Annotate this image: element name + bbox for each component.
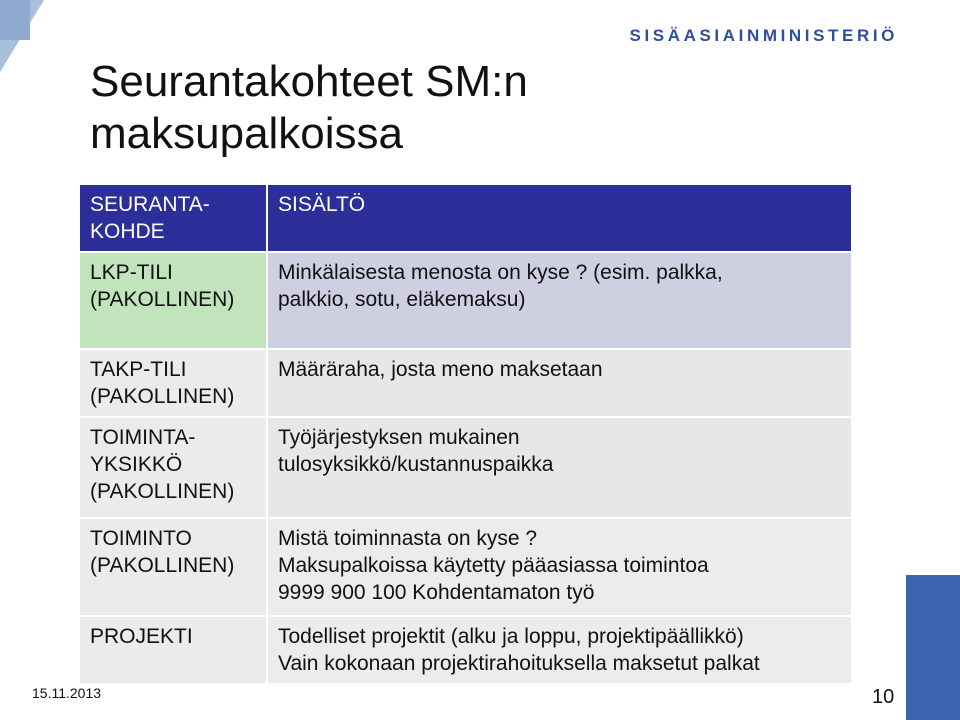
table-cell-content bbox=[268, 350, 851, 416]
table-cell-content bbox=[268, 418, 851, 517]
slide-date: 15.11.2013 bbox=[32, 685, 102, 701]
corner-band-top-left bbox=[0, 0, 30, 40]
corner-decoration-bottom-right bbox=[906, 575, 960, 720]
table-cell-item bbox=[80, 519, 266, 615]
content-line: Mistä toiminnasta on kyse ? bbox=[278, 527, 538, 550]
item-line: (PAKOLLINEN) bbox=[90, 385, 235, 408]
title-line-1: Seurantakohteet SM:n bbox=[90, 57, 528, 106]
item-line: TOIMINTA- bbox=[90, 426, 196, 449]
content-line: Työjärjestyksen mukainen bbox=[278, 426, 520, 449]
content-line: Maksupalkoissa käytetty pääasiassa toimintoa bbox=[278, 554, 709, 577]
content-line: Minkälaisesta menosta on kyse ? (esim. palkka, bbox=[278, 261, 723, 284]
table-cell-item bbox=[80, 617, 266, 683]
item-line: TOIMINTO bbox=[90, 527, 192, 550]
item-line: (PAKOLLINEN) bbox=[90, 288, 235, 311]
item-line: YKSIKKÖ bbox=[90, 453, 183, 476]
title-line-2: maksupalkoissa bbox=[90, 109, 404, 158]
tracking-table bbox=[80, 185, 851, 675]
ministry-logo-text: SISÄASIAINMINISTERIÖ bbox=[629, 26, 898, 45]
header-item-line-2: KOHDE bbox=[90, 220, 165, 243]
content-line: palkkio, sotu, eläkemaksu) bbox=[278, 288, 526, 311]
header-item-line-1: SEURANTA- bbox=[90, 193, 210, 216]
item-line: PROJEKTI bbox=[90, 625, 193, 648]
table-cell-content bbox=[268, 253, 851, 348]
table-cell-content bbox=[268, 617, 851, 683]
slide-title bbox=[90, 56, 528, 160]
table-cell-item bbox=[80, 418, 266, 517]
content-line: tulosyksikkö/kustannuspaikka bbox=[278, 453, 554, 476]
table-header-item bbox=[80, 185, 266, 251]
table-cell-item bbox=[80, 350, 266, 416]
table-cell-content bbox=[268, 519, 851, 615]
item-line: (PAKOLLINEN) bbox=[90, 480, 235, 503]
content-line: Todelliset projektit (alku ja loppu, projektipäällikkö) bbox=[278, 625, 744, 648]
item-line: (PAKOLLINEN) bbox=[90, 554, 235, 577]
item-line: LKP-TILI bbox=[90, 261, 173, 284]
content-line: Määräraha, josta meno maksetaan bbox=[278, 358, 603, 381]
item-line: TAKP-TILI bbox=[90, 358, 187, 381]
content-line: 9999 900 100 Kohdentamaton työ bbox=[278, 581, 595, 604]
table-header-content: SISÄLTÖ bbox=[268, 185, 851, 251]
page-number: 10 bbox=[872, 686, 895, 708]
content-line: Vain kokonaan projektirahoituksella maksetut palkat bbox=[278, 652, 760, 675]
table-cell-item bbox=[80, 253, 266, 348]
